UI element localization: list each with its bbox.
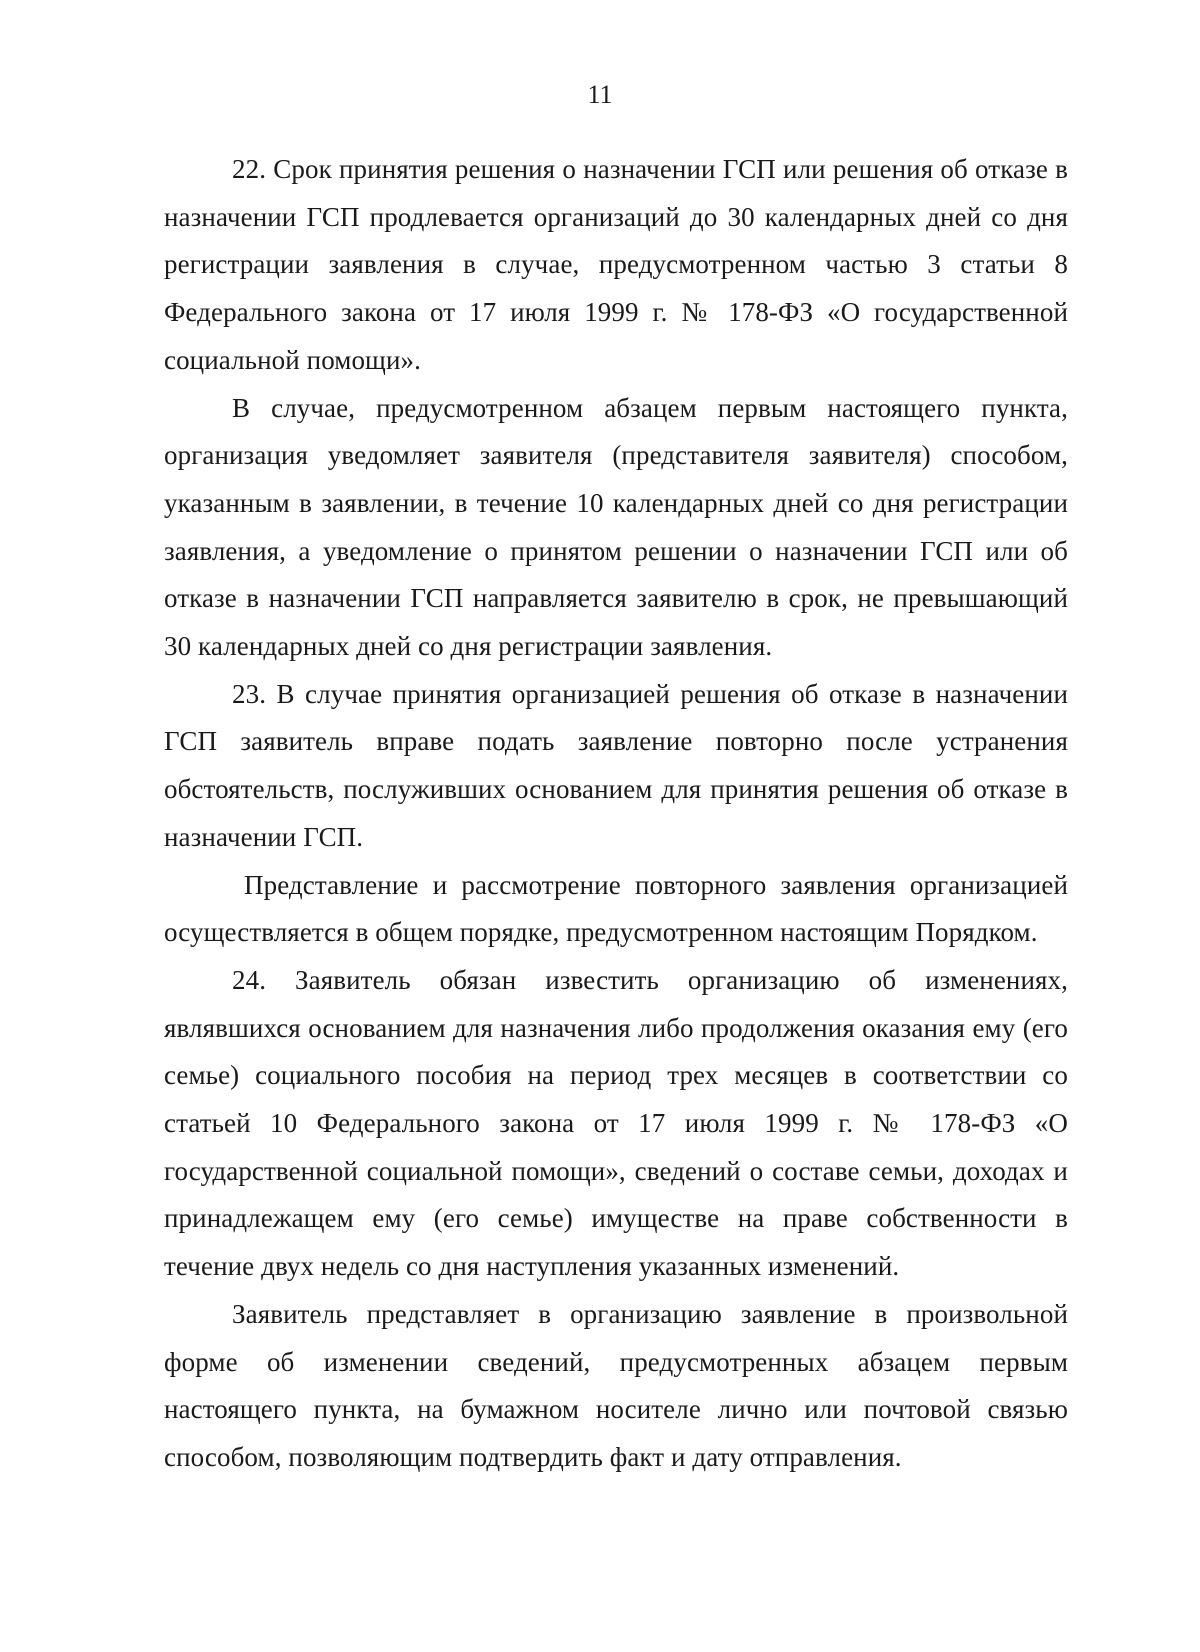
paragraph-24-submission: Заявитель представляет в организацию заявление в произвольной форме об изменении сведений, предусмотренных абзацем первым настоящего пункта, на бумажном носителе лично или почтовой связью способом, позволяющим подтвердить факт и дату отправления. (164, 1298, 1068, 1472)
paragraph-24-obligation: 24. Заявитель обязан известить организацию об изменениях, являвшихся основанием для назначения либо продолжения оказания ему (его семье) социального пособия на период трех месяцев в соответствии со статьей 10 Федерального закона от 17 июля 1999 г. № 178-ФЗ «О государственной социальной помощи», сведений о составе семьи, доходах и принадлежащем ему (его семье) имуществе на праве собственности в течение двух недель со дня наступления указанных изменений. (164, 964, 1068, 1282)
document-body (164, 146, 1068, 1482)
paragraph-22-deadline-extension: 22. Срок принятия решения о назначении ГСП или решения об отказе в назначении ГСП продлевается организаций до 30 календарных дней со дня регистрации заявления в случае, предусмотренном частью 3 статьи 8 Федерального закона от 17 июля 1999 г. № 178-ФЗ «О государственной социальной помощи». (164, 154, 1068, 375)
paragraph-23-reapplication: 23. В случае принятия организацией решения об отказе в назначении ГСП заявитель вправе подать заявление повторно после устранения обстоятельств, послуживших основанием для принятия решения об отказе в назначении ГСП. (164, 678, 1068, 852)
paragraph-23-review-procedure: Представление и рассмотрение повторного заявления организацией осуществляется в общем порядке, предусмотренном настоящим Порядком. (164, 869, 1068, 948)
paragraph-22-notification: В случае, предусмотренном абзацем первым настоящего пункта, организация уведомляет заявителя (представителя заявителя) способом, указанным в заявлении, в течение 10 календарных дней со дня регистрации заявления, а уведомление о принятом решении о назначении ГСП или об отказе в назначении ГСП направляется заявителю в срок, не превышающий 30 календарных дней со дня регистрации заявления. (164, 392, 1068, 662)
page-number: 11 (587, 80, 613, 109)
